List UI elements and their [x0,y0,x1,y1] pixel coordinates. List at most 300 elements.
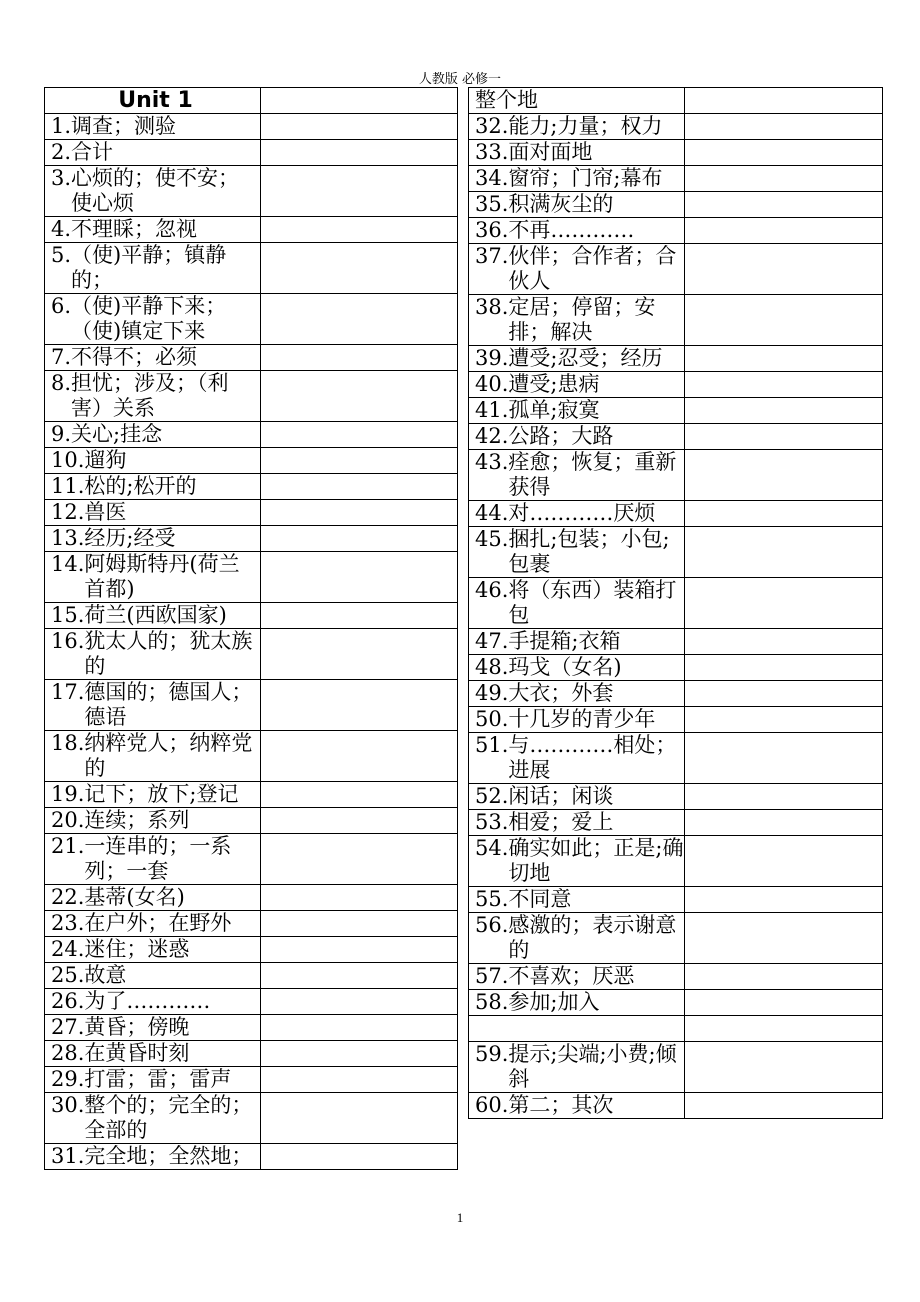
vocab-row [45,937,458,963]
item-number: 37. [475,244,509,268]
term-cell [469,527,685,578]
item-number: 44. [475,501,509,525]
answer-cell[interactable] [685,810,883,836]
term-cell [45,1144,261,1170]
term-cell [45,114,261,140]
answer-cell[interactable] [685,372,883,398]
answer-cell[interactable] [261,782,458,808]
answer-cell[interactable] [261,603,458,629]
item-number: 53. [475,810,509,834]
vocab-row [469,1042,883,1093]
term-cell [469,218,685,244]
chinese-meaning: 不得不；必须 [71,345,198,369]
item-number: 27. [51,1015,85,1039]
answer-cell[interactable] [685,218,883,244]
answer-cell[interactable] [261,1041,458,1067]
item-number: 31. [51,1144,85,1168]
term-cell [469,784,685,810]
answer-cell[interactable] [261,989,458,1015]
item-number: 50. [475,707,509,731]
vocab-row [45,963,458,989]
term-cell [45,885,261,911]
term-cell [469,295,685,346]
answer-cell[interactable] [685,990,883,1016]
item-number: 56. [475,913,509,937]
item-number: 38. [475,295,509,319]
unit-title: Unit 1 [45,88,261,114]
term-cell [469,733,685,784]
item-number: 2. [51,140,72,164]
term-cell [469,810,685,836]
chinese-meaning: 完全地；全然地； [84,1144,253,1168]
answer-cell[interactable] [685,887,883,913]
item-number: 23. [51,911,85,935]
vocab-row [469,578,883,629]
chinese-meaning: 记下；放下;登记 [84,782,239,806]
chinese-meaning: 不喜欢；厌恶 [508,964,635,988]
term-cell [45,1015,261,1041]
chinese-meaning: 纳粹党人；纳粹党的 [84,731,253,780]
answer-cell[interactable] [261,731,458,782]
term-cell [469,913,685,964]
vocab-row [469,501,883,527]
chinese-meaning: 捆扎;包装；小包;包裹 [508,527,670,576]
chinese-meaning: （使)平静下来；（使)镇定下来 [71,294,227,343]
answer-cell[interactable] [685,295,883,346]
chinese-meaning: 手提箱;衣箱 [508,629,621,653]
item-number: 17. [51,680,85,704]
chinese-meaning: 不同意 [508,887,572,911]
chinese-meaning: （使)平静；镇静的； [71,243,227,292]
item-number: 6. [51,294,72,318]
answer-cell[interactable] [261,911,458,937]
item-number: 41. [475,398,509,422]
chinese-meaning: 定居；停留；安排；解决 [508,295,656,344]
answer-cell[interactable] [261,1015,458,1041]
term-cell [469,1093,685,1119]
chinese-meaning: 伙伴；合作者；合伙人 [508,244,677,293]
chinese-meaning: 孤单;寂寞 [508,398,600,422]
vocab-row [469,681,883,707]
answer-cell[interactable] [685,836,883,887]
item-number: 49. [475,681,509,705]
vocab-row [45,448,458,474]
vocab-row [469,346,883,372]
term-cell [469,372,685,398]
term-cell [469,1016,685,1042]
chinese-meaning: 黄昏；傍晚 [84,1015,190,1039]
chinese-meaning: 基蒂(女名) [84,885,185,909]
item-number: 60. [475,1093,509,1117]
chinese-meaning: 公路；大路 [508,424,614,448]
vocab-row [45,629,458,680]
vocab-row [469,372,883,398]
term-cell [45,166,261,217]
chinese-meaning: 在黄昏时刻 [84,1041,190,1065]
chinese-meaning: 心烦的；使不安；使心烦 [71,166,240,215]
chinese-meaning: 第二；其次 [508,1093,614,1117]
answer-cell[interactable] [685,707,883,733]
vocab-row [45,1015,458,1041]
answer-cell[interactable] [685,501,883,527]
answer-cell[interactable] [685,1016,883,1042]
vocab-table-left [44,87,458,1170]
item-number: 34. [475,166,509,190]
answer-cell[interactable] [685,166,883,192]
term-cell [469,681,685,707]
term-cell [469,114,685,140]
answer-cell[interactable] [685,784,883,810]
answer-cell[interactable] [261,808,458,834]
answer-cell[interactable] [685,733,883,784]
answer-cell[interactable] [685,450,883,501]
answer-cell[interactable] [261,422,458,448]
chinese-meaning: 关心;挂念 [71,422,163,446]
chinese-meaning: 松的;松开的 [84,474,197,498]
term-cell [45,834,261,885]
vocab-row [469,88,883,114]
answer-cell[interactable] [261,140,458,166]
answer-cell[interactable] [685,578,883,629]
answer-cell[interactable] [261,680,458,731]
answer-cell[interactable] [261,1144,458,1170]
chinese-meaning: 十几岁的青少年 [508,707,656,731]
vocab-row [45,474,458,500]
term-cell [469,450,685,501]
chinese-meaning: 合计 [71,140,114,164]
page-header: 人教版 必修一 [418,72,502,87]
item-number: 30. [51,1093,85,1117]
term-cell [45,603,261,629]
vocab-row [45,114,458,140]
vocab-row [469,114,883,140]
answer-cell[interactable] [685,88,883,114]
term-cell [45,963,261,989]
item-number: 22. [51,885,85,909]
vocab-row [469,218,883,244]
item-number: 9. [51,422,72,446]
answer-cell[interactable] [261,1093,458,1144]
term-cell [45,1093,261,1144]
term-cell [469,578,685,629]
item-number: 40. [475,372,509,396]
term-cell [469,140,685,166]
item-number: 13. [51,526,85,550]
item-number: 42. [475,424,509,448]
term-cell [469,192,685,218]
term-cell [469,836,685,887]
chinese-meaning: 整个的；完全的；全部的 [84,1093,253,1142]
vocab-row [469,733,883,784]
vocab-row [469,836,883,887]
term-cell [45,680,261,731]
vocab-row [45,243,458,294]
answer-cell[interactable] [261,448,458,474]
answer-cell[interactable] [261,526,458,552]
item-number: 55. [475,887,509,911]
item-number: 48. [475,655,509,679]
chinese-meaning: 一连串的；一系列；一套 [84,834,232,883]
vocab-row [469,166,883,192]
item-number: 57. [475,964,509,988]
chinese-meaning: 为了………… [84,989,211,1013]
term-cell [45,937,261,963]
answer-cell[interactable] [261,629,458,680]
answer-cell[interactable] [261,1067,458,1093]
vocab-row [469,527,883,578]
item-number: 28. [51,1041,85,1065]
chinese-meaning: 故意 [84,963,127,987]
answer-cell[interactable] [261,885,458,911]
chinese-meaning: 与…………相处；进展 [508,733,677,782]
answer-cell[interactable] [261,937,458,963]
vocab-row [469,707,883,733]
term-cell [45,294,261,345]
item-number: 43. [475,450,509,474]
answer-cell[interactable] [685,424,883,450]
item-number: 47. [475,629,509,653]
term-cell [469,707,685,733]
vocab-row [45,217,458,243]
item-number: 58. [475,990,509,1014]
item-number: 4. [51,217,72,241]
item-number: 8. [51,371,72,395]
vocab-row [45,1067,458,1093]
term-cell [45,552,261,603]
chinese-meaning: 闲话；闲谈 [508,784,614,808]
answer-cell[interactable] [261,166,458,217]
item-number: 29. [51,1067,85,1091]
answer-cell[interactable] [685,244,883,295]
term-cell [45,217,261,243]
term-cell [45,371,261,422]
term-cell [469,424,685,450]
item-number: 24. [51,937,85,961]
answer-cell[interactable] [685,346,883,372]
vocab-row [469,1093,883,1119]
item-number: 1. [51,114,72,138]
item-number: 12. [51,500,85,524]
vocab-row [45,834,458,885]
item-number: 11. [51,474,85,498]
vocab-table-right [468,87,883,1119]
term-cell [45,448,261,474]
chinese-meaning: 不理睬；忽视 [71,217,198,241]
unit-title-row [45,88,458,114]
answer-cell[interactable] [261,243,458,294]
chinese-meaning: 痊愈；恢复；重新获得 [508,450,677,499]
vocab-row [469,140,883,166]
item-number: 15. [51,603,85,627]
answer-cell[interactable] [261,500,458,526]
chinese-meaning: 连续；系列 [84,808,190,832]
vocab-row [469,424,883,450]
chinese-meaning: 遛狗 [84,448,127,472]
chinese-meaning: 面对面地 [508,140,593,164]
vocab-row [469,629,883,655]
vocab-row [469,1016,883,1042]
item-number: 54. [475,836,509,860]
vocab-row [45,885,458,911]
chinese-meaning: 荷兰(西欧国家) [84,603,227,627]
term-cell [45,731,261,782]
term-cell [469,964,685,990]
vocab-row [45,371,458,422]
vocab-row [45,1093,458,1144]
answer-cell[interactable] [685,681,883,707]
item-number: 59. [475,1042,509,1066]
answer-cell[interactable] [261,371,458,422]
item-number: 33. [475,140,509,164]
vocab-row [469,887,883,913]
vocab-row [45,552,458,603]
item-number: 18. [51,731,85,755]
item-number: 19. [51,782,85,806]
term-cell [45,140,261,166]
answer-cell[interactable] [261,963,458,989]
term-cell [469,629,685,655]
item-number: 10. [51,448,85,472]
item-number: 25. [51,963,85,987]
page-number: 1 [456,1210,464,1225]
chinese-meaning: 迷住；迷惑 [84,937,190,961]
item-number: 32. [475,114,509,138]
vocab-row [45,345,458,371]
chinese-meaning: 打雷；雷；雷声 [84,1067,232,1091]
item-number: 45. [475,527,509,551]
answer-cell[interactable] [685,655,883,681]
term-cell [45,500,261,526]
answer-cell[interactable] [685,964,883,990]
term-cell [45,808,261,834]
chinese-meaning: 大衣；外套 [508,681,614,705]
term-cell [45,911,261,937]
chinese-meaning: 整个地 [475,88,538,112]
term-cell [45,989,261,1015]
item-number: 36. [475,218,509,242]
term-cell [469,346,685,372]
vocab-row [45,140,458,166]
term-cell [45,526,261,552]
term-cell [469,166,685,192]
answer-cell[interactable] [685,398,883,424]
vocab-row [469,810,883,836]
chinese-meaning: 窗帘；门帘;幕布 [508,166,663,190]
term-cell [45,1041,261,1067]
vocab-row [469,784,883,810]
answer-cell[interactable] [261,114,458,140]
vocab-row [45,294,458,345]
vocab-row [45,500,458,526]
chinese-meaning: 德国的；德国人；德语 [84,680,253,729]
vocab-row [45,989,458,1015]
chinese-meaning: 调查；测验 [71,114,177,138]
answer-cell[interactable] [685,1093,883,1119]
chinese-meaning: 感激的；表示谢意的 [508,913,677,962]
vocab-row [45,808,458,834]
item-number: 51. [475,733,509,757]
chinese-meaning: 在户外；在野外 [84,911,232,935]
term-cell [469,501,685,527]
item-number: 3. [51,166,72,190]
item-number: 26. [51,989,85,1013]
term-cell [469,398,685,424]
answer-cell[interactable] [685,913,883,964]
answer-cell[interactable] [261,345,458,371]
chinese-meaning: 不再………… [508,218,635,242]
chinese-meaning: 提示;尖端;小费;倾斜 [508,1042,677,1091]
vocab-row [45,1041,458,1067]
vocab-row [45,680,458,731]
vocab-row [469,964,883,990]
vocab-row [469,655,883,681]
vocab-row [45,526,458,552]
term-cell [45,422,261,448]
chinese-meaning: 兽医 [84,500,127,524]
item-number: 5. [51,243,72,267]
chinese-meaning: 阿姆斯特丹(荷兰首都) [84,552,240,601]
vocab-row [45,911,458,937]
chinese-meaning: 确实如此；正是;确切地 [508,836,684,885]
term-cell [469,244,685,295]
chinese-meaning: 积满灰尘的 [508,192,614,216]
vocab-row [45,782,458,808]
chinese-meaning: 将（东西）装箱打包 [508,578,677,627]
term-cell [45,1067,261,1093]
answer-cell[interactable] [261,552,458,603]
answer-cell[interactable] [685,527,883,578]
answer-cell[interactable] [261,834,458,885]
chinese-meaning: 相爱；爱上 [508,810,614,834]
vocab-row [469,192,883,218]
chinese-meaning: 参加;加入 [508,990,600,1014]
answer-cell[interactable] [685,114,883,140]
answer-cell[interactable] [261,474,458,500]
answer-cell[interactable] [685,140,883,166]
term-cell [469,88,685,114]
item-number: 20. [51,808,85,832]
item-number: 14. [51,552,85,576]
term-cell [469,1042,685,1093]
answer-cell[interactable] [685,1042,883,1093]
vocab-row [45,731,458,782]
item-number: 46. [475,578,509,602]
item-number: 16. [51,629,85,653]
item-number: 21. [51,834,85,858]
chinese-meaning: 能力;力量；权力 [508,114,663,138]
item-number: 39. [475,346,509,370]
chinese-meaning: 遭受;患病 [508,372,600,396]
vocab-row [45,166,458,217]
vocab-row [469,450,883,501]
answer-cell[interactable] [685,629,883,655]
term-cell [469,990,685,1016]
vocab-row [469,913,883,964]
term-cell [45,345,261,371]
term-cell [469,655,685,681]
term-cell [45,243,261,294]
term-cell [45,782,261,808]
vocab-row [469,244,883,295]
chinese-meaning: 对…………厌烦 [508,501,656,525]
item-number: 7. [51,345,72,369]
answer-cell[interactable] [261,217,458,243]
answer-cell[interactable] [261,88,458,114]
vocab-row [469,990,883,1016]
answer-cell[interactable] [685,192,883,218]
answer-cell[interactable] [261,294,458,345]
chinese-meaning: 玛戈（女名) [508,655,622,679]
